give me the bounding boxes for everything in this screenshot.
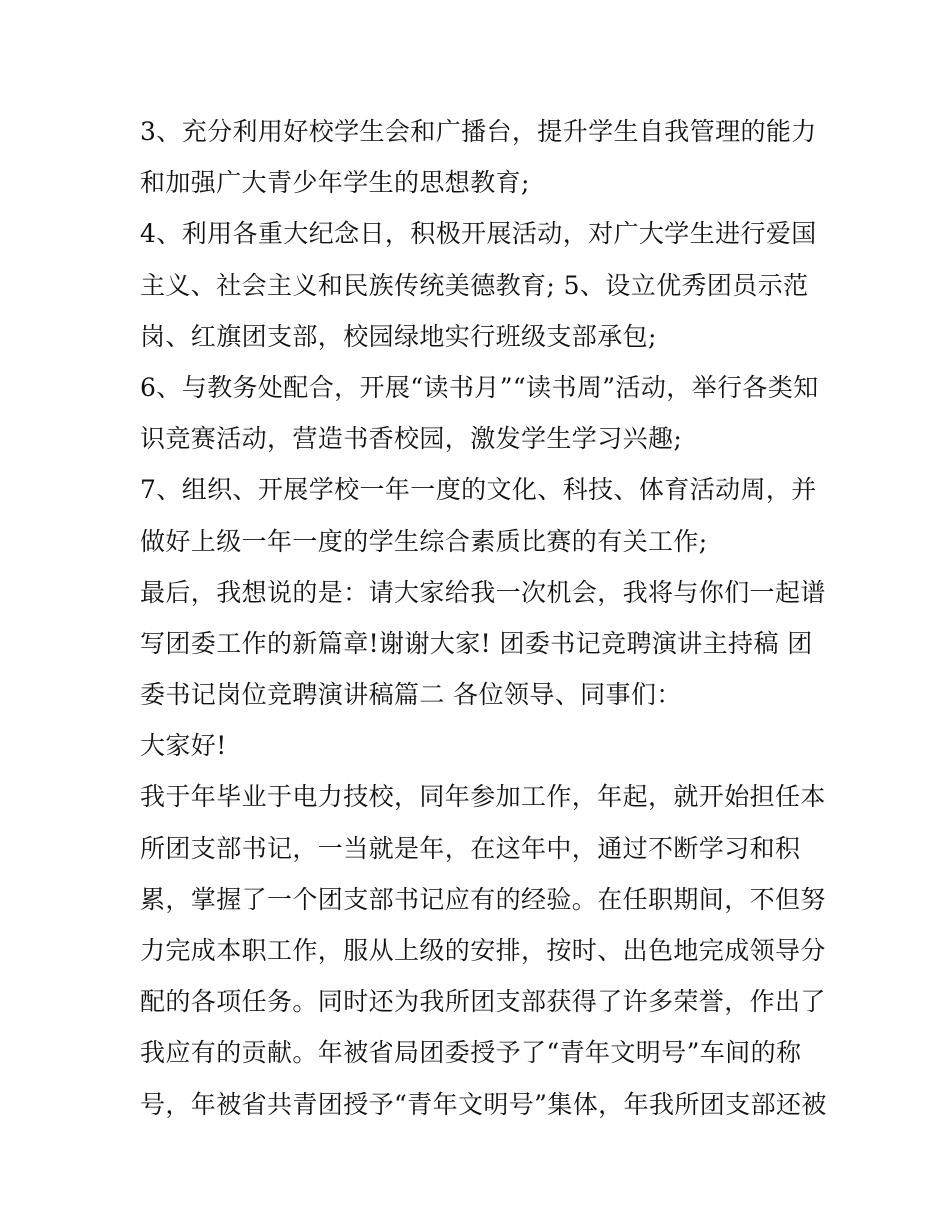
text-line-18: 配的各项任务。同时还为我所团支部获得了许多荣誉，作出了 bbox=[140, 987, 826, 1017]
text-line-5: 岗、红旗团支部，校园绿地实行班级支部承包; bbox=[140, 321, 657, 351]
text-line-14: 我于年毕业于电力技校，同年参加工作，年起，就开始担任本 bbox=[140, 782, 826, 812]
text-line-3: 4、利用各重大纪念日，积极开展活动，对广大学生进行爱国 bbox=[140, 219, 817, 249]
text-line-10: 最后，我想说的是：请大家给我一次机会，我将与你们一起谱 bbox=[140, 577, 826, 607]
text-line-2: 和加强广大青少年学生的思想教育; bbox=[140, 168, 530, 198]
text-line-12: 委书记岗位竞聘演讲稿篇二 各位领导、同事们： bbox=[140, 680, 682, 710]
text-line-11: 写团委工作的新篇章!谢谢大家! 团委书记竞聘演讲主持稿 团 bbox=[140, 628, 813, 658]
text-line-16: 累，掌握了一个团支部书记应有的经验。在任职期间，不但努 bbox=[140, 884, 826, 914]
text-line-20: 号，年被省共青团授予“青年文明号”集体，年我所团支部还被 bbox=[140, 1089, 827, 1119]
text-line-15: 所团支部书记，一当就是年，在这年中，通过不断学习和积 bbox=[140, 833, 801, 863]
text-line-7: 识竞赛活动，营造书香校园，激发学生学习兴趣; bbox=[140, 424, 683, 454]
text-line-17: 力完成本职工作，服从上级的安排，按时、出色地完成领导分 bbox=[140, 936, 826, 965]
text-line-13: 大家好! bbox=[140, 731, 227, 761]
text-line-19: 我应有的贡献。年被省局团委授予了“青年文明号”车间的称 bbox=[140, 1038, 802, 1068]
text-line-1: 3、充分利用好校学生会和广播台，提升学生自我管理的能力 bbox=[140, 117, 817, 146]
text-line-4: 主义、社会主义和民族传统美德教育; 5、设立优秀团员示范 bbox=[140, 270, 809, 300]
document-body bbox=[140, 106, 830, 1130]
text-line-6: 6、与教务处配合，开展“读书月”“读书周”活动，举行各类知 bbox=[140, 372, 819, 402]
text-line-9: 做好上级一年一度的学生综合素质比赛的有关工作; bbox=[140, 526, 708, 556]
text-line-8: 7、组织、开展学校一年一度的文化、科技、体育活动周，并 bbox=[140, 475, 817, 505]
